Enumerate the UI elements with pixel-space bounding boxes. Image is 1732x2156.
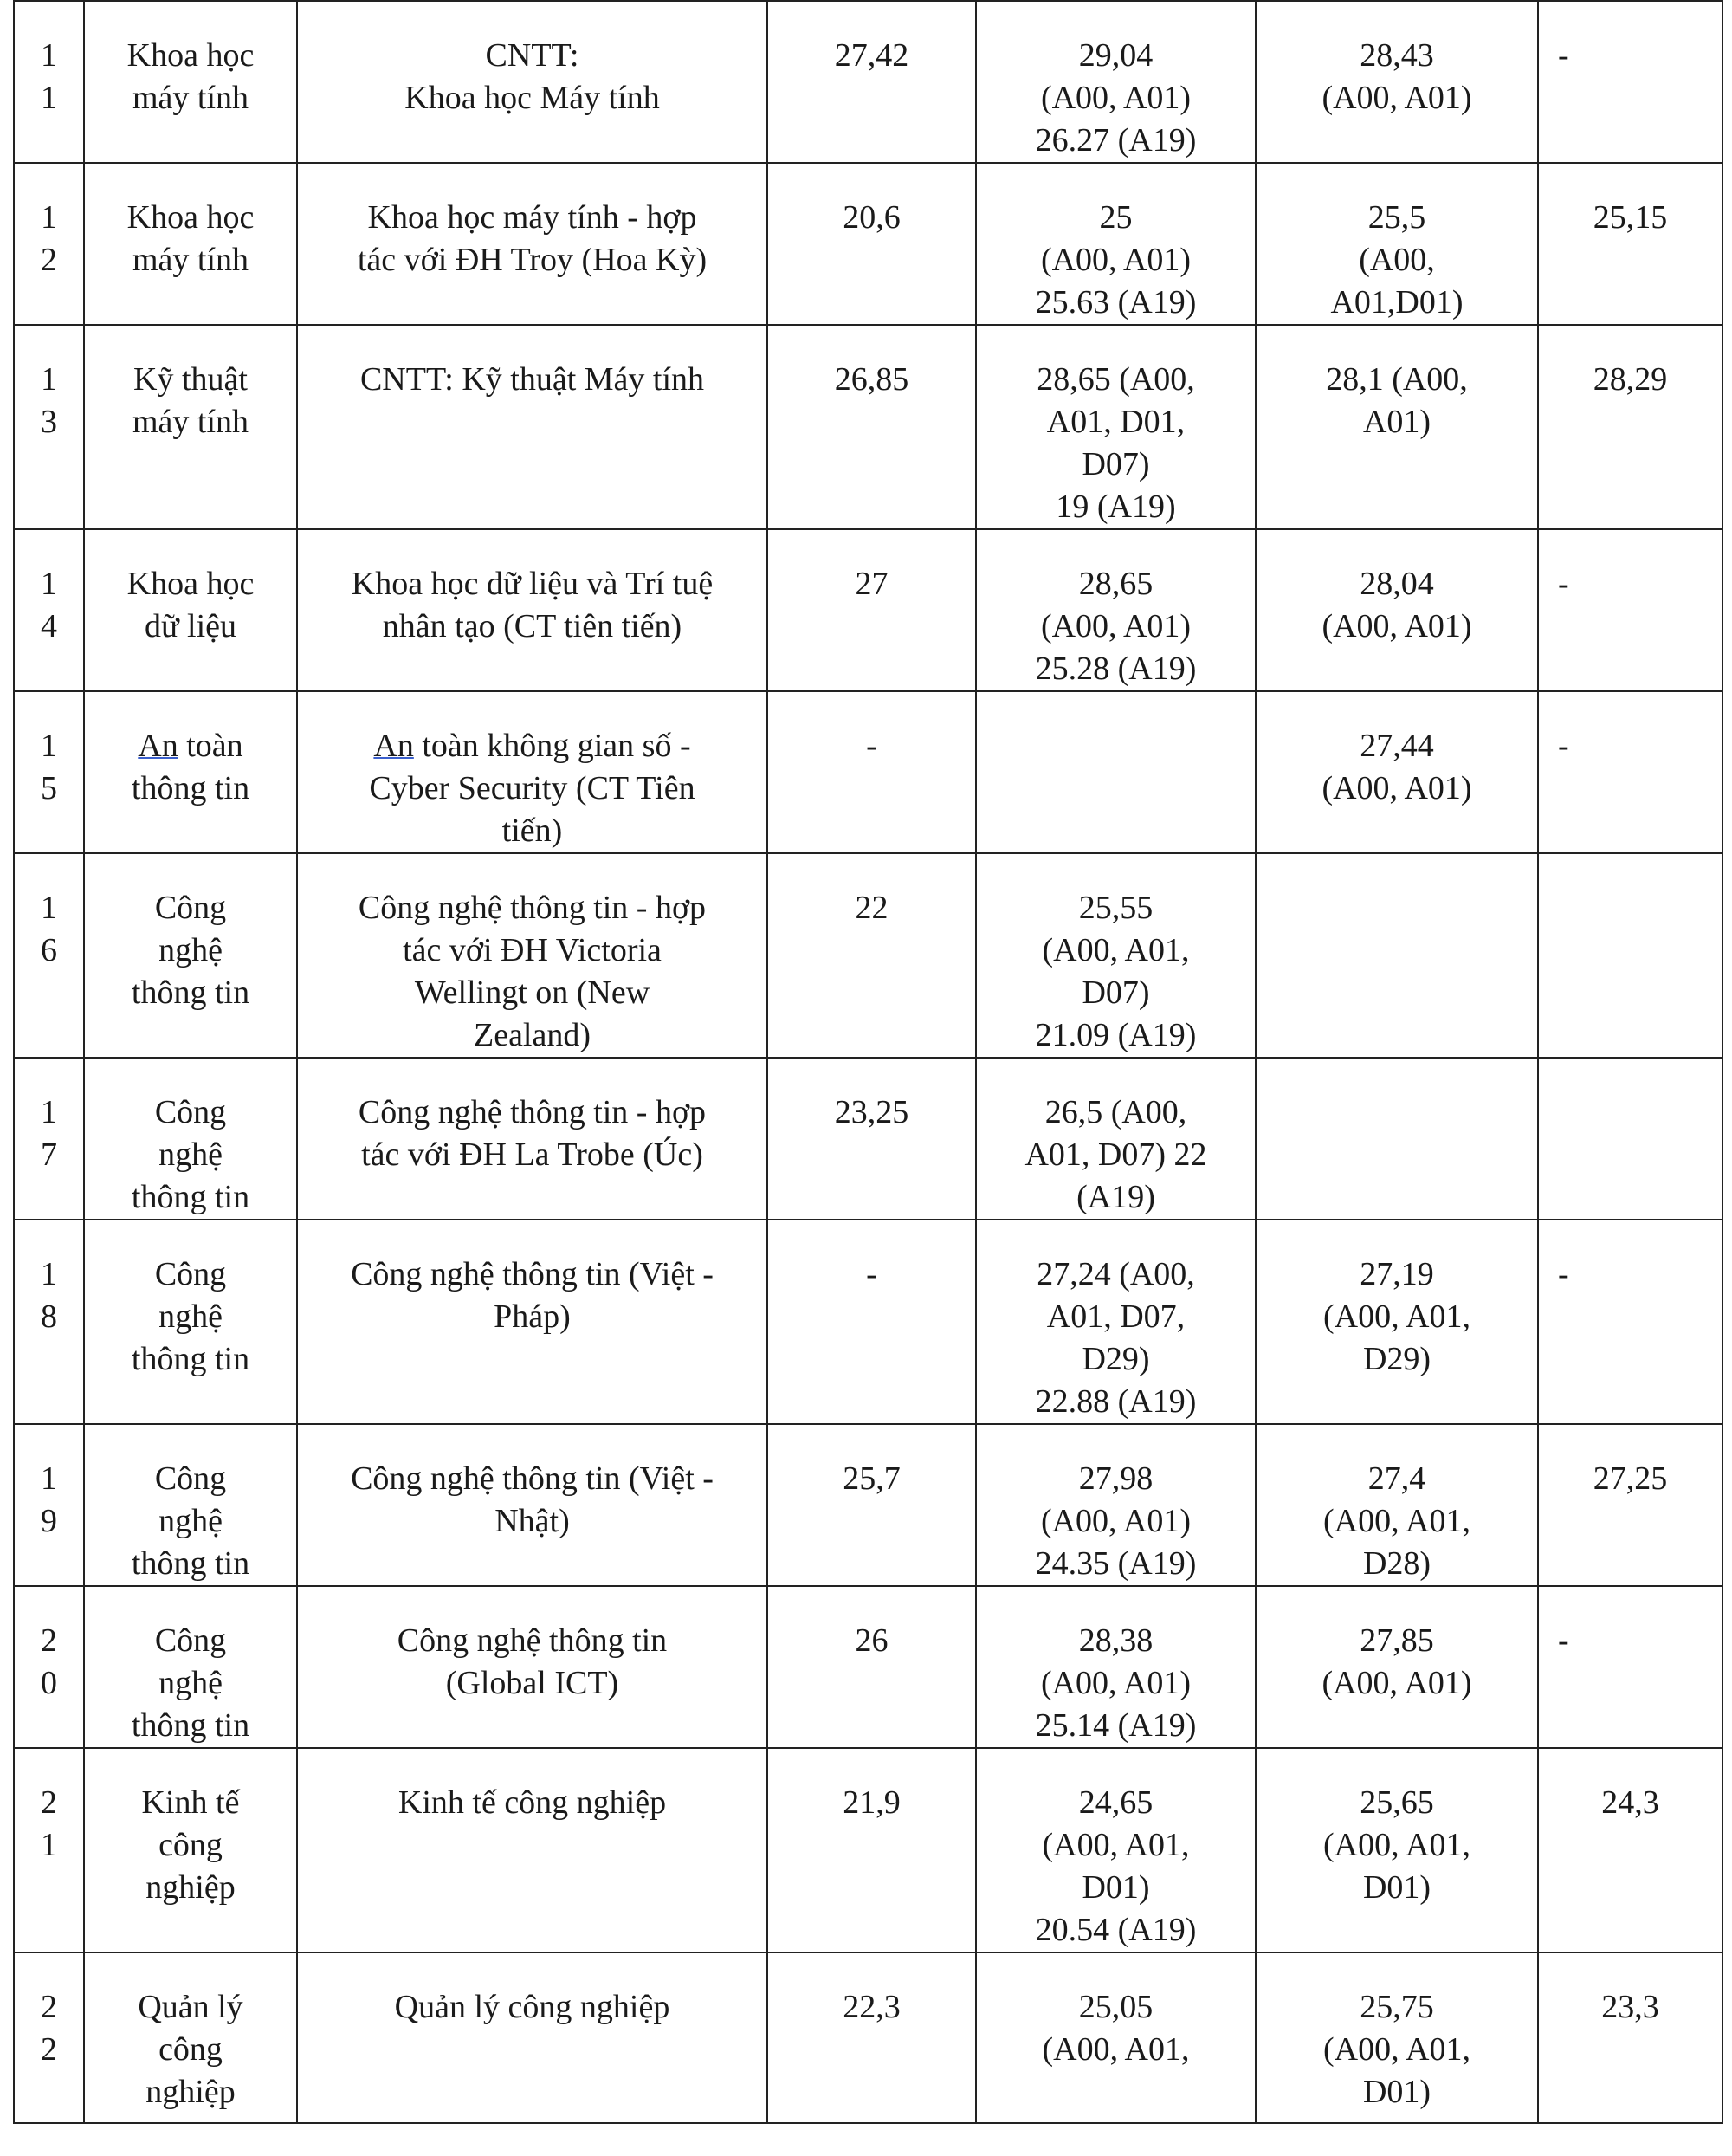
score-2021-cell: 24,65 (A00, A01, D01) 20.54 (A19) bbox=[976, 1748, 1256, 1952]
score-2023-cell: - bbox=[1538, 1220, 1722, 1424]
score-2020-cell: 20,6 bbox=[767, 163, 976, 325]
field-cell: Công nghệ thông tin bbox=[84, 1586, 297, 1748]
score-2020-cell: 23,25 bbox=[767, 1058, 976, 1220]
score-2023-cell: - bbox=[1538, 1, 1722, 163]
score-2021-cell: 27,24 (A00, A01, D07, D29) 22.88 (A19) bbox=[976, 1220, 1256, 1424]
score-2020-cell: 25,7 bbox=[767, 1424, 976, 1586]
score-2020-cell: 27 bbox=[767, 529, 976, 691]
table-row bbox=[14, 1, 1722, 163]
score-2023-cell: 24,3 bbox=[1538, 1748, 1722, 1952]
program-cell: Công nghệ thông tin (Việt - Nhật) bbox=[297, 1424, 767, 1586]
score-2020-cell: 21,9 bbox=[767, 1748, 976, 1952]
score-2022-cell: 27,85 (A00, A01) bbox=[1256, 1586, 1538, 1748]
table-row bbox=[14, 1952, 1722, 2123]
score-2022-cell: 25,75 (A00, A01, D01) bbox=[1256, 1952, 1538, 2123]
field-cell: Công nghệ thông tin bbox=[84, 1424, 297, 1586]
table-row bbox=[14, 1220, 1722, 1424]
score-2021-cell: 28,65 (A00, A01) 25.28 (A19) bbox=[976, 529, 1256, 691]
field-cell: Công nghệ thông tin bbox=[84, 1220, 297, 1424]
score-2023-cell: - bbox=[1538, 1586, 1722, 1748]
score-2023-cell bbox=[1538, 853, 1722, 1058]
row-number-cell: 2 2 bbox=[14, 1952, 84, 2123]
score-2022-cell: 27,19 (A00, A01, D29) bbox=[1256, 1220, 1538, 1424]
score-2022-cell bbox=[1256, 1058, 1538, 1220]
score-2020-cell: - bbox=[767, 691, 976, 853]
score-2023-cell: 27,25 bbox=[1538, 1424, 1722, 1586]
score-2023-cell: - bbox=[1538, 529, 1722, 691]
table-row bbox=[14, 163, 1722, 325]
row-number-cell: 1 1 bbox=[14, 1, 84, 163]
score-2023-cell bbox=[1538, 1058, 1722, 1220]
field-cell: Khoa học máy tính bbox=[84, 1, 297, 163]
field-rest: toàn thông tin bbox=[131, 728, 250, 806]
row-number-cell: 1 5 bbox=[14, 691, 84, 853]
row-number-cell: 1 2 bbox=[14, 163, 84, 325]
table-row bbox=[14, 325, 1722, 529]
score-2022-cell: 28,1 (A00, A01) bbox=[1256, 325, 1538, 529]
program-first-word: An bbox=[373, 728, 414, 764]
score-2021-cell: 28,65 (A00, A01, D01, D07) 19 (A19) bbox=[976, 325, 1256, 529]
score-2020-cell: - bbox=[767, 1220, 976, 1424]
score-2021-cell: 29,04 (A00, A01) 26.27 (A19) bbox=[976, 1, 1256, 163]
program-cell: Công nghệ thông tin - hợp tác với ĐH Victoria Wellingt on (New Zealand) bbox=[297, 853, 767, 1058]
table-row bbox=[14, 1748, 1722, 1952]
score-2021-cell: 27,98 (A00, A01) 24.35 (A19) bbox=[976, 1424, 1256, 1586]
score-2022-cell: 28,43 (A00, A01) bbox=[1256, 1, 1538, 163]
program-cell: Kinh tế công nghiệp bbox=[297, 1748, 767, 1952]
table-row bbox=[14, 691, 1722, 853]
score-2023-cell: - bbox=[1538, 691, 1722, 853]
score-2023-cell: 23,3 bbox=[1538, 1952, 1722, 2123]
score-2023-cell: 25,15 bbox=[1538, 163, 1722, 325]
score-2021-cell: 25,55 (A00, A01, D07) 21.09 (A19) bbox=[976, 853, 1256, 1058]
score-2021-cell bbox=[976, 691, 1256, 853]
program-cell bbox=[297, 691, 767, 853]
program-cell: CNTT: Kỹ thuật Máy tính bbox=[297, 325, 767, 529]
row-number-cell: 1 6 bbox=[14, 853, 84, 1058]
score-2023-cell: 28,29 bbox=[1538, 325, 1722, 529]
score-2020-cell: 22 bbox=[767, 853, 976, 1058]
score-2022-cell: 28,04 (A00, A01) bbox=[1256, 529, 1538, 691]
score-2020-cell: 27,42 bbox=[767, 1, 976, 163]
score-2022-cell: 25,65 (A00, A01, D01) bbox=[1256, 1748, 1538, 1952]
program-cell: Công nghệ thông tin - hợp tác với ĐH La Trobe (Úc) bbox=[297, 1058, 767, 1220]
row-number-cell: 1 7 bbox=[14, 1058, 84, 1220]
score-2022-cell: 27,44 (A00, A01) bbox=[1256, 691, 1538, 853]
field-first-word: An bbox=[138, 728, 178, 764]
table-row bbox=[14, 1424, 1722, 1586]
program-cell: Khoa học máy tính - hợp tác với ĐH Troy (Hoa Kỳ) bbox=[297, 163, 767, 325]
program-cell: Khoa học dữ liệu và Trí tuệ nhân tạo (CT tiên tiến) bbox=[297, 529, 767, 691]
field-cell: Khoa học dữ liệu bbox=[84, 529, 297, 691]
table-row bbox=[14, 1058, 1722, 1220]
admission-score-table bbox=[13, 0, 1723, 2124]
row-number-cell: 2 0 bbox=[14, 1586, 84, 1748]
field-cell: Kỹ thuật máy tính bbox=[84, 325, 297, 529]
score-2022-cell bbox=[1256, 853, 1538, 1058]
table-row bbox=[14, 529, 1722, 691]
program-rest: toàn không gian số - Cyber Security (CT Tiên tiến) bbox=[369, 728, 695, 849]
program-cell: Quản lý công nghiệp bbox=[297, 1952, 767, 2123]
program-cell: Công nghệ thông tin (Global ICT) bbox=[297, 1586, 767, 1748]
field-cell bbox=[84, 691, 297, 853]
row-number-cell: 1 9 bbox=[14, 1424, 84, 1586]
score-2022-cell: 25,5 (A00, A01,D01) bbox=[1256, 163, 1538, 325]
table-row bbox=[14, 1586, 1722, 1748]
row-number-cell: 2 1 bbox=[14, 1748, 84, 1952]
score-2021-cell: 28,38 (A00, A01) 25.14 (A19) bbox=[976, 1586, 1256, 1748]
field-cell: Công nghệ thông tin bbox=[84, 1058, 297, 1220]
field-cell: Quản lý công nghiệp bbox=[84, 1952, 297, 2123]
score-2020-cell: 26,85 bbox=[767, 325, 976, 529]
score-2020-cell: 26 bbox=[767, 1586, 976, 1748]
score-2021-cell: 25,05 (A00, A01, bbox=[976, 1952, 1256, 2123]
row-number-cell: 1 3 bbox=[14, 325, 84, 529]
program-cell: CNTT: Khoa học Máy tính bbox=[297, 1, 767, 163]
field-cell: Kinh tế công nghiệp bbox=[84, 1748, 297, 1952]
program-cell: Công nghệ thông tin (Việt - Pháp) bbox=[297, 1220, 767, 1424]
field-cell: Công nghệ thông tin bbox=[84, 853, 297, 1058]
score-2022-cell: 27,4 (A00, A01, D28) bbox=[1256, 1424, 1538, 1586]
field-cell: Khoa học máy tính bbox=[84, 163, 297, 325]
score-2020-cell: 22,3 bbox=[767, 1952, 976, 2123]
row-number-cell: 1 8 bbox=[14, 1220, 84, 1424]
score-2021-cell: 26,5 (A00, A01, D07) 22 (A19) bbox=[976, 1058, 1256, 1220]
table-row bbox=[14, 853, 1722, 1058]
row-number-cell: 1 4 bbox=[14, 529, 84, 691]
score-2021-cell: 25 (A00, A01) 25.63 (A19) bbox=[976, 163, 1256, 325]
